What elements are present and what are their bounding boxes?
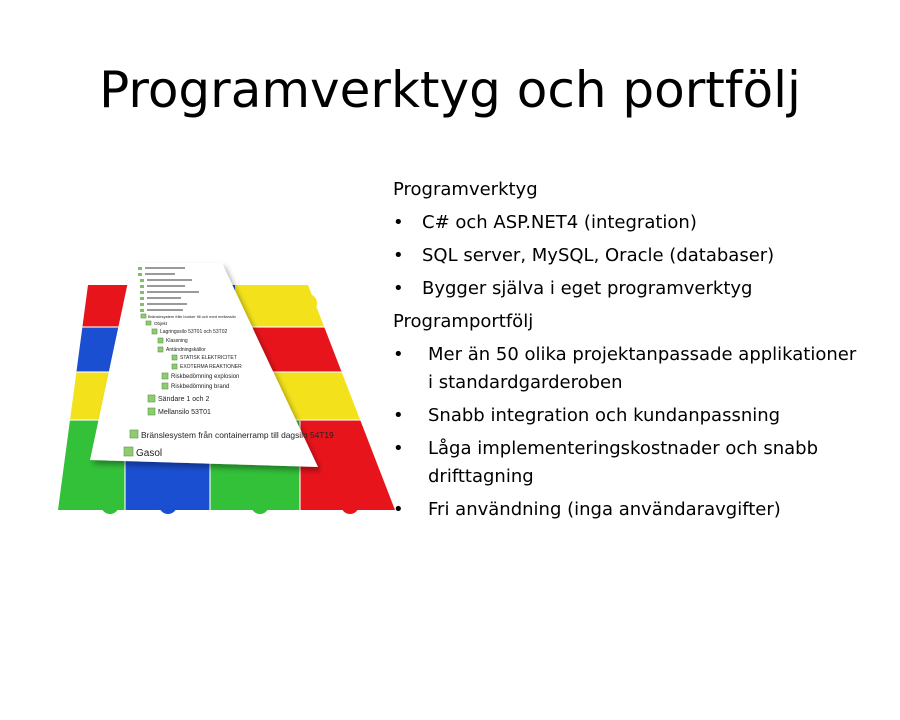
tree-item: Objekt: [154, 321, 168, 326]
puzzle-document-illustration: [50, 255, 400, 535]
bullet-text: Fri användning (inga användaravgifter): [428, 499, 781, 520]
bullet-item: [393, 339, 863, 400]
tree-item: Antändningskällor: [166, 347, 206, 353]
bullet-text: Låga implementeringskostnader och snabb drifttagning: [428, 438, 819, 487]
tree-item: Gasol: [136, 448, 163, 459]
bullet-symbol: •: [393, 344, 404, 365]
tree-item: Sändare 1 och 2: [158, 396, 210, 403]
tree-item: EXOTERMA REAKTIONER: [180, 364, 242, 370]
puzzle-knob: [101, 496, 119, 514]
puzzle-knob: [159, 496, 177, 514]
tree-item: Bränslesystem från containerramp till dagsilo 54T19: [141, 430, 334, 440]
tree-item: Klassning: [166, 338, 188, 344]
bullet-text: Mer än 50 olika projektanpassade applikationer i standardgarderoben: [428, 344, 857, 393]
bullet-symbol: •: [393, 278, 404, 299]
bullet-item: [393, 240, 863, 273]
bullet-text: Snabb integration och kundanpassning: [428, 405, 781, 426]
puzzle-knob: [299, 294, 317, 312]
bullet-list-programportfolj: [393, 339, 863, 527]
section-heading-programportfolj: Programportfölj: [393, 311, 534, 332]
tree-item: Lagringssilo 53T01 och 53T02: [160, 329, 228, 335]
bullet-symbol: •: [393, 438, 404, 459]
bullet-text: Bygger själva i eget programverktyg: [422, 278, 753, 299]
bullet-item: [393, 273, 863, 306]
tree-item: STATISK ELEKTRICITET: [180, 355, 237, 361]
tree-item: Mellansilo 53T01: [158, 409, 211, 416]
bullet-symbol: •: [393, 499, 404, 520]
tree-item: Bränslesystem från bunker till och med mellansilo: [148, 314, 236, 319]
slide-title: Programverktyg och portfölj: [99, 61, 801, 119]
bullet-text: C# och ASP.NET4 (integration): [422, 212, 697, 233]
puzzle-knob: [272, 340, 292, 360]
puzzle-knob: [341, 496, 359, 514]
bullet-item: [393, 400, 863, 433]
bullet-item: [393, 433, 863, 494]
puzzle-piece-yellow: [235, 285, 400, 327]
bullet-symbol: •: [393, 245, 404, 266]
bullet-list-programverktyg: [393, 207, 863, 306]
bullet-item: [393, 207, 863, 240]
slide-content: [393, 174, 863, 527]
puzzle-knob: [305, 385, 325, 405]
bullet-item: [393, 494, 863, 527]
bullet-text: SQL server, MySQL, Oracle (databaser): [422, 245, 775, 266]
tree-item: Riskbedömning brand: [171, 384, 230, 390]
bullet-symbol: •: [393, 405, 404, 426]
tree-item: Riskbedömning explosion: [171, 374, 240, 380]
section-heading-programverktyg: Programverktyg: [393, 179, 538, 200]
puzzle-knob: [251, 496, 269, 514]
bullet-symbol: •: [393, 212, 404, 233]
